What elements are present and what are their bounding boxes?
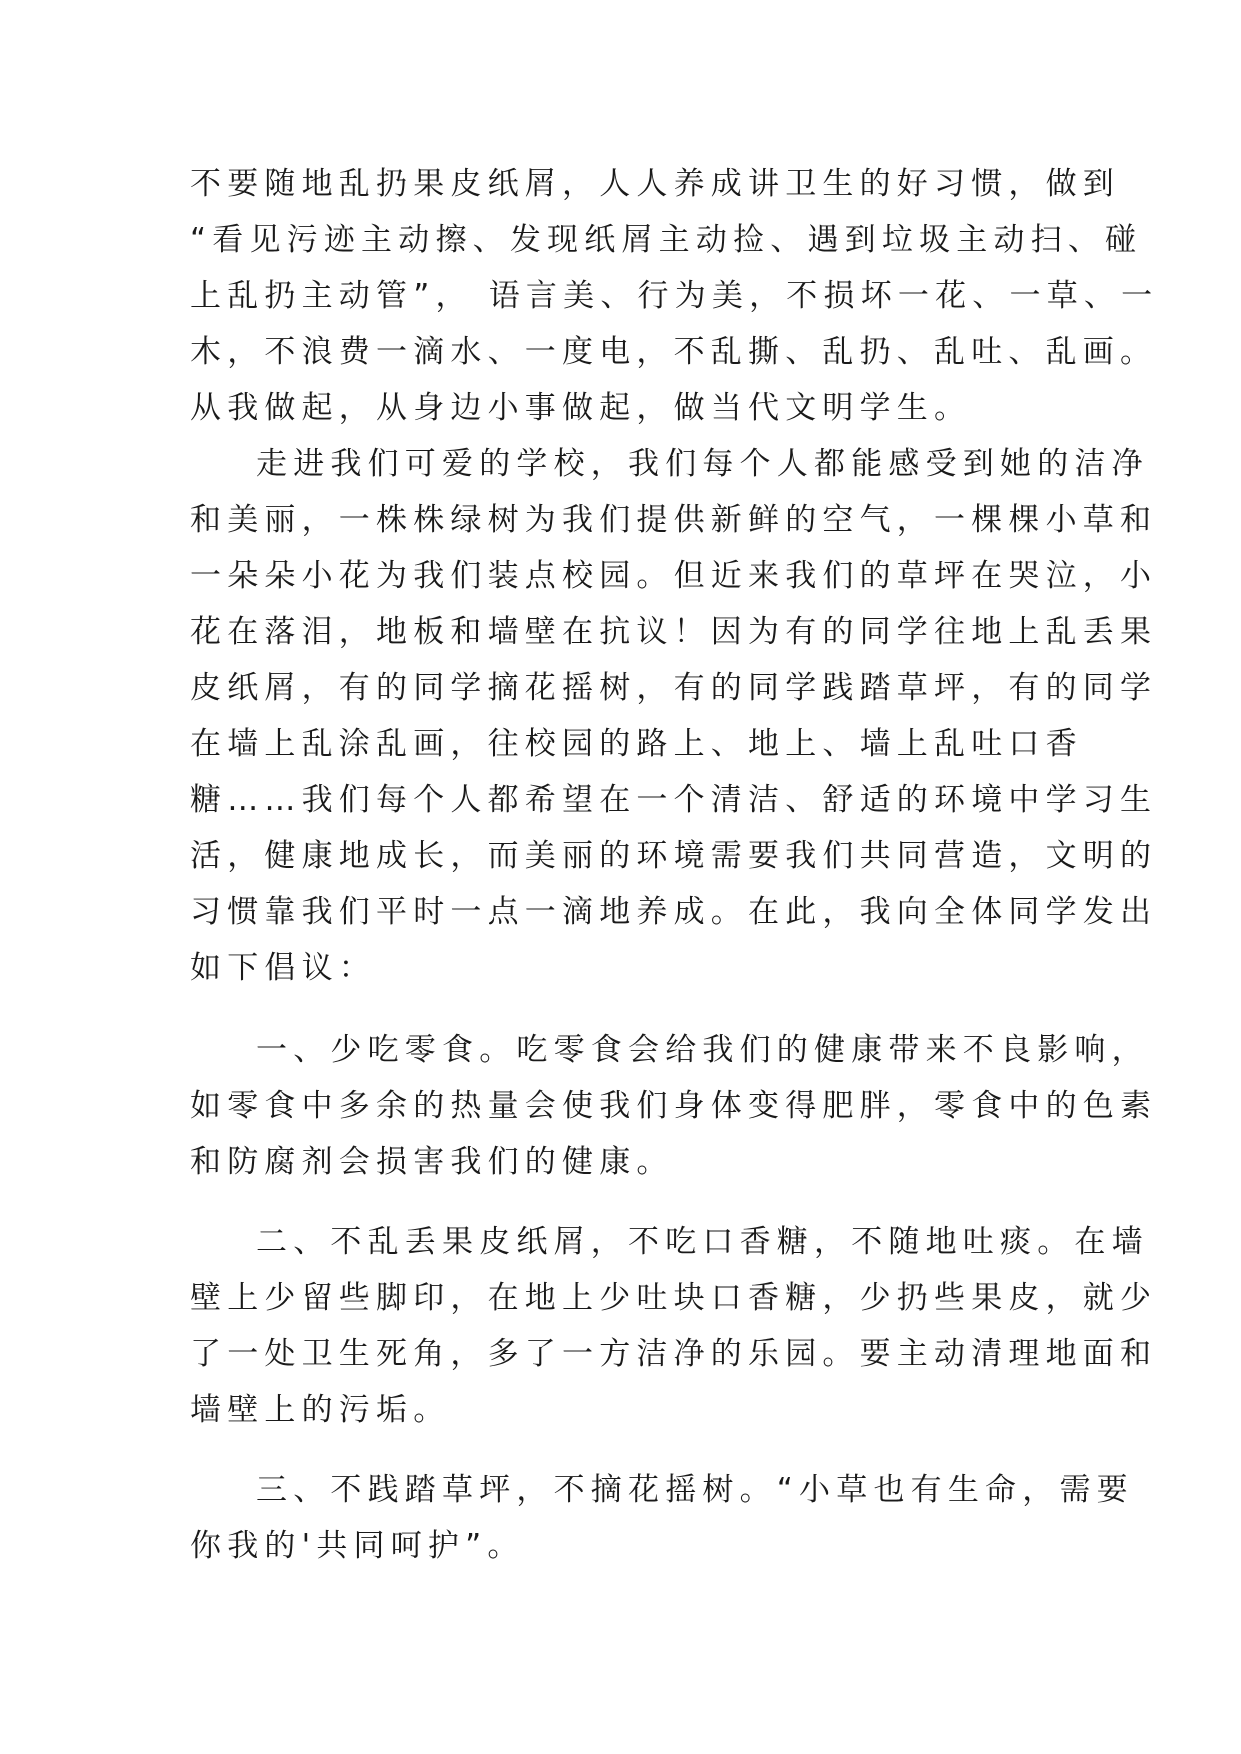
text-line-3: 上乱扔主动管”， 语言美、行为美，不损坏一花、一草、一 <box>190 278 1159 314</box>
text-line-8: 一朵朵小花为我们装点校园。但近来我们的草坪在哭泣，小 <box>190 558 1158 594</box>
text-line-5: 从我做起，从身边小事做起，做当代文明学生。 <box>190 390 972 426</box>
text-line-10: 皮纸屑，有的同学摘花摇树，有的同学践踏草坪，有的同学 <box>190 670 1158 706</box>
text-line-4: 木，不浪费一滴水、一度电，不乱撕、乱扔、乱吐、乱画。 <box>190 334 1158 370</box>
text-line-17: 如零食中多余的热量会使我们身体变得肥胖，零食中的色素 <box>190 1088 1158 1124</box>
text-line-9: 花在落泪，地板和墙壁在抗议！因为有的同学往地上乱丢果 <box>190 614 1158 650</box>
text-line-11: 在墙上乱涂乱画，往校园的路上、地上、墙上乱吐口香 <box>190 726 1083 762</box>
text-line-16: 一、少吃零食。吃零食会给我们的健康带来不良影响， <box>256 1032 1149 1068</box>
text-line-23: 三、不践踏草坪，不摘花摇树。“小草也有生命，需要 <box>256 1472 1134 1508</box>
text-line-1: 不要随地乱扔果皮纸屑，人人养成讲卫生的好习惯，做到 <box>190 166 1120 202</box>
text-line-13: 活，健康地成长，而美丽的环境需要我们共同营造，文明的 <box>190 838 1158 874</box>
text-line-18: 和防腐剂会损害我们的健康。 <box>190 1144 674 1180</box>
text-line-19: 二、不乱丢果皮纸屑，不吃口香糖，不随地吐痰。在墙 <box>256 1224 1149 1260</box>
text-line-22: 墙壁上的污垢。 <box>190 1392 451 1428</box>
text-line-12: 糖……我们每个人都希望在一个清洁、舒适的环境中学习生 <box>190 782 1158 818</box>
text-line-7: 和美丽，一株株绿树为我们提供新鲜的空气，一棵棵小草和 <box>190 502 1158 538</box>
text-line-21: 了一处卫生死角，多了一方洁净的乐园。要主动清理地面和 <box>190 1336 1158 1372</box>
text-line-6: 走进我们可爱的学校，我们每个人都能感受到她的洁净 <box>256 446 1149 482</box>
text-line-2: “看见污迹主动擦、发现纸屑主动捡、遇到垃圾主动扫、碰 <box>190 222 1143 258</box>
text-line-14: 习惯靠我们平时一点一滴地养成。在此，我向全体同学发出 <box>190 894 1158 930</box>
text-line-20: 壁上少留些脚印，在地上少吐块口香糖，少扔些果皮，就少 <box>190 1280 1158 1316</box>
text-line-24: 你我的'共同呵护”。 <box>190 1528 525 1564</box>
text-line-15: 如下倡议： <box>190 950 376 986</box>
